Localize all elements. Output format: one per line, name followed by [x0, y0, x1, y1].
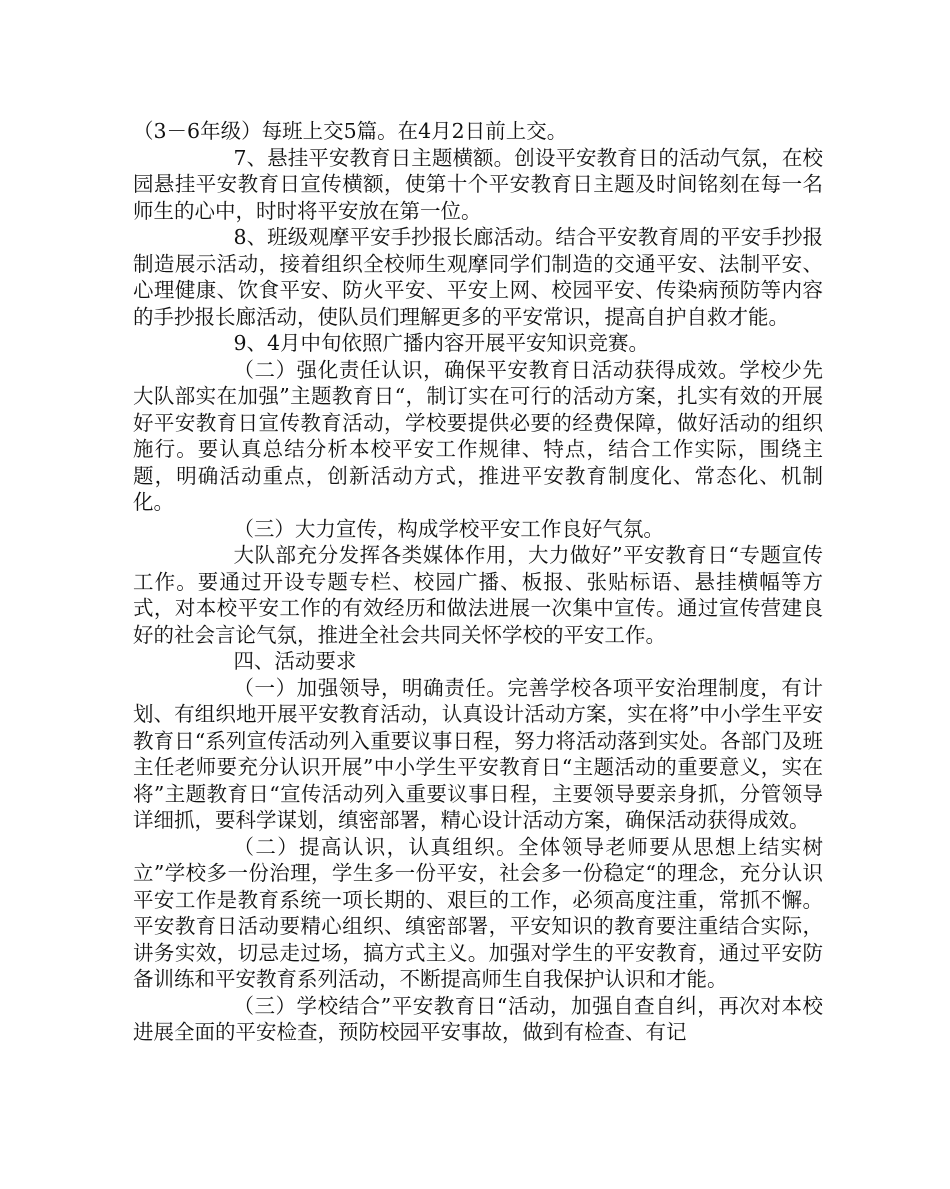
section-heading: 四、活动要求: [233, 649, 357, 673]
paragraph: （二）强化责任认识，确保平安教育日活动获得成效。学校少先大队部实在加强”主题教育日“，制订实在可行的活动方案，扎实有效的开展好平安教育日宣传教育活动，学校要提供必要的经费保障，做好活动的组织施行。要认真总结分析本校平安工作规律、特点，结合工作实际，围绕主题，明确活动重点，创新活动方式，推进平安教育制度化、常态化、机制化。: [133, 357, 823, 514]
paragraph: 大队部充分发挥各类媒体作用，大力做好”平安教育日“专题宣传工作。要通过开设专题专栏、校园广播、板报、张贴标语、悬挂横幅等方式，对本校平安工作的有效经历和做法进展一次集中宣传。通过宣传营建良好的社会言论气氛，推进全社会共同关怀学校的平安工作。: [133, 543, 823, 647]
paragraph: （二）提高认识，认真组织。全体领导老师要从思想上结实树立”学校多一份治理，学生多一份平安，社会多一份稳定“的理念，充分认识平安工作是教育系统一项长期的、艰巨的工作，必须高度注重，常抓不懈。平安教育日活动要精心组织、缜密部署，平安知识的教育要注重结合实际，讲务实效，切忌走过场，搞方式主义。加强对学生的平安教育，通过平安防备训练和平安教育系列活动，不断提高师生自我保护认识和才能。: [133, 834, 823, 991]
paragraph: 9、4月中旬依照广播内容开展平安知识竞赛。: [233, 331, 650, 355]
document-body: [133, 118, 823, 1046]
paragraph: （三）大力宣传，构成学校平安工作良好气氛。: [233, 516, 664, 541]
paragraph: （三）学校结合”平安教育日“活动，加强自查自纠，再次对本校进展全面的平安检查，预防校园平安事故，做到有检查、有记: [133, 993, 823, 1044]
paragraph: 8、班级观摩平安手抄报长廊活动。结合平安教育周的平安手抄报制造展示活动，接着组织全校师生观摩同学们制造的交通平安、法制平安、心理健康、饮食平安、防火平安、平安上网、校园平安、传染病预防等内容的手抄报长廊活动，使队员们理解更多的平安常识，提高自护自救才能。: [133, 225, 823, 329]
paragraph: 7、悬挂平安教育日主题横额。创设平安教育日的活动气氛，在校园悬挂平安教育日宣传横额，使第十个平安教育日主题及时间铭刻在每一名师生的心中，时时将平安放在第一位。: [133, 145, 823, 223]
paragraph: （3－6年级）每班上交5篇。在4月2日前上交。: [133, 119, 568, 143]
paragraph: （一）加强领导，明确责任。完善学校各项平安治理制度，有计划、有组织地开展平安教育活动，认真设计活动方案，实在将”中小学生平安教育日“系列宣传活动列入重要议事日程，努力将活动落到实处。各部门及班主任老师要充分认识开展”中小学生平安教育日“主题活动的重要意义，实在将”主题教育日“宣传活动列入重要议事日程，主要领导要亲身抓，分管领导详细抓，要科学谋划，缜密部署，精心设计活动方案，确保活动获得成效。: [133, 675, 823, 832]
